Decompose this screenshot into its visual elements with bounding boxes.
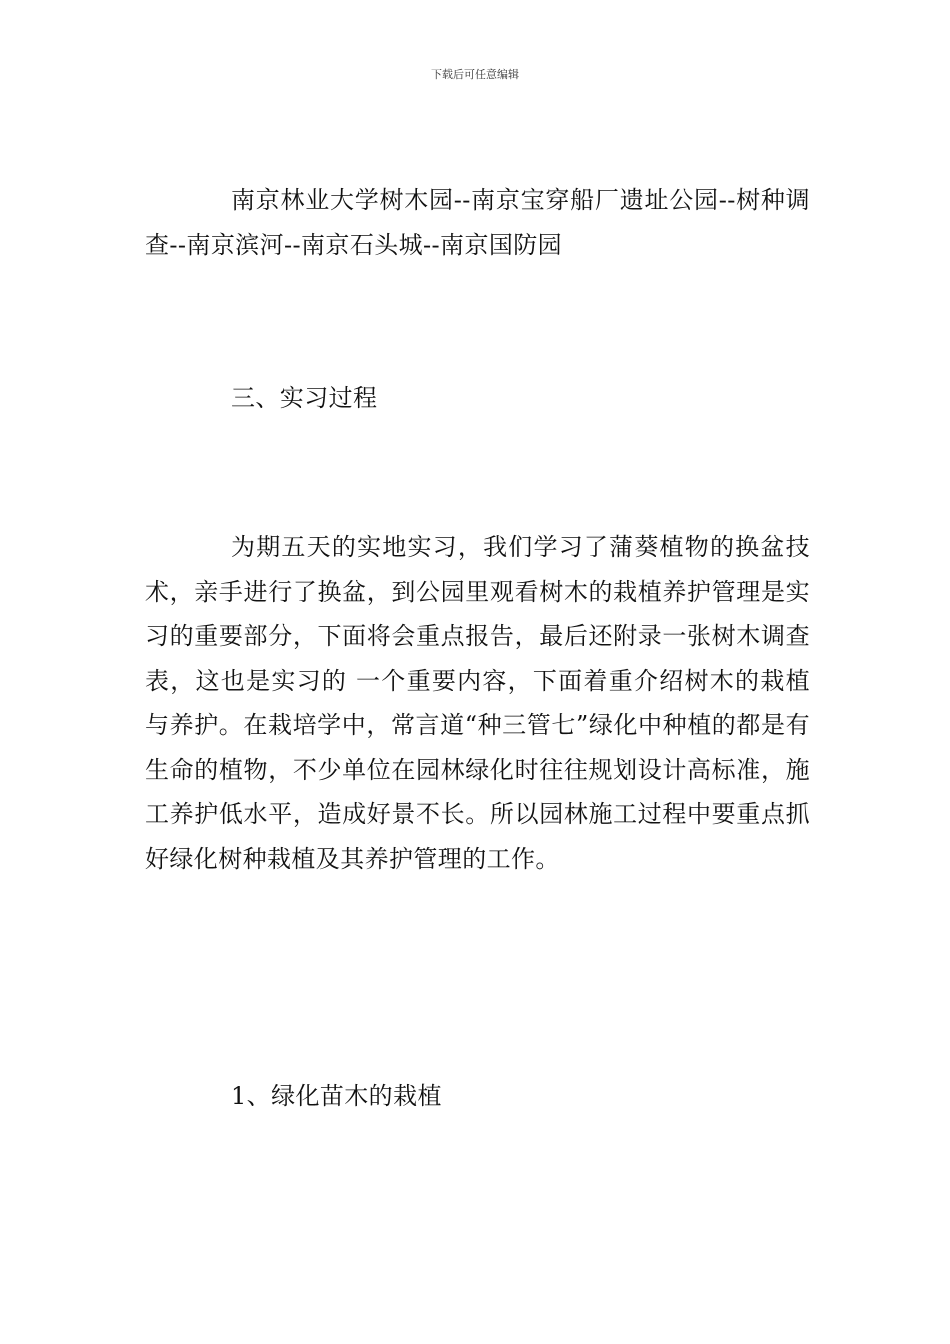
subsection-heading: 1、绿化苗木的栽植	[231, 1082, 442, 1110]
route-paragraph: 南京林业大学树木园--南京宝穿船厂遗址公园--树种调查--南京滨河--南京石头城--南京国防园	[145, 186, 810, 259]
section-heading: 三、实习过程	[231, 384, 378, 412]
route-paragraph-block	[145, 178, 810, 267]
body-paragraph: 为期五天的实地实习，我们学习了蒲葵植物的换盆技术，亲手进行了换盆，到公园里观看树木的栽植养护管理是实习的重要部分，下面将会重点报告，最后还附录一张树木调查表，这也是实习的 一个重要内容，下面着重介绍树木的栽植与养护。在栽培学中，常言道“种三管七”绿化中种植的都是有生命的植物，不少单位在园林绿化时往往规划设计高标准，施工养护低水平，造成好景不长。所以园林施工过程中要重点抓好绿化树种栽植及其养护管理的工作。	[145, 533, 810, 873]
body-paragraph-block	[145, 525, 810, 881]
download-note: 下载后可任意编辑	[431, 68, 519, 81]
